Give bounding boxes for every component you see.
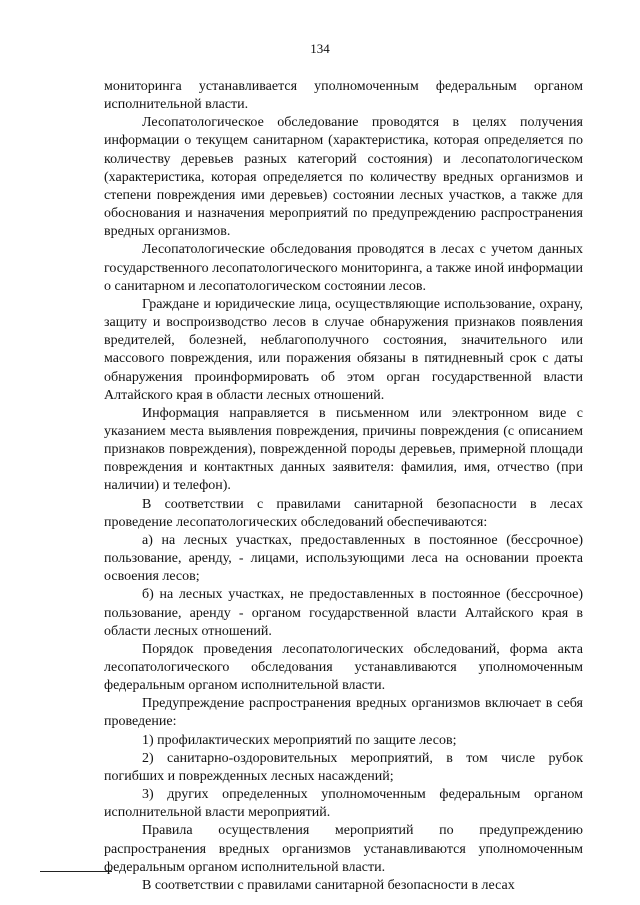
- paragraph: Лесопатологическое обследование проводятся в целях получения информации о текущем санитарном (характеристика, которая определяется по количеству деревьев разных категорий состояния) и лесопатологическом (характеристика, которая определяется по количеству вредных организмов и степени повреждения ими деревьев) состоянии лесных участков, а также для обоснования и назначения мероприятий по предупреждению распространения вредных организмов.: [104, 115, 583, 240]
- page-number: 134: [310, 41, 330, 56]
- paragraph: В соответствии с правилами санитарной безопасности в лесах: [142, 877, 515, 893]
- list-item: 1) профилактических мероприятий по защите лесов;: [142, 732, 457, 748]
- paragraph: Правила осуществления мероприятий по предупреждению распространения вредных организмов устанавливаются уполномоченным федеральным органом исполнительной власти.: [104, 823, 583, 875]
- paragraph: Граждане и юридические лица, осуществляющие использование, охрану, защиту и воспроизводство лесов в случае обнаружения признаков появления вредителей, болезней, неблагополучного состояния, значительного или массового повреждения, или поражения обязаны в пятидневный срок с даты обнаружения проинформировать об этом орган государственной власти Алтайского края в области лесных отношений.: [104, 296, 583, 403]
- paragraph-continuation: мониторинга устанавливается уполномоченным федеральным органом исполнительной власти.: [104, 79, 583, 113]
- paragraph: Информация направляется в письменном или электронном виде с указанием места выявления повреждения, причины повреждения (с описанием признаков повреждения), поврежденной породы деревьев, примерной площади повреждения и контактных данных заявителя: фамилия, имя, отчество (при наличии) и телефон).: [104, 405, 583, 494]
- list-item: а) на лесных участках, предоставленных в постоянное (бессрочное) пользование, аренду, - лицами, использующими леса на основании проекта освоения лесов;: [104, 532, 583, 585]
- footer-divider: [40, 871, 112, 872]
- paragraph: Лесопатологические обследования проводятся в лесах с учетом данных государственного лесопатологического мониторинга, а также иной информации о санитарном и лесопатологическом состоянии лесов.: [104, 242, 583, 294]
- list-item: 3) других определенных уполномоченным федеральным органом исполнительной власти мероприятий.: [104, 787, 583, 821]
- list-item: 2) санитарно-оздоровительных мероприятий, в том числе рубок погибших и поврежденных лесных насаждений;: [104, 750, 583, 784]
- paragraph: В соответствии с правилами санитарной безопасности в лесах проведение лесопатологических обследований обеспечиваются:: [104, 496, 583, 530]
- paragraph: Предупреждение распространения вредных организмов включает в себя проведение:: [104, 696, 583, 730]
- document-body: [104, 78, 583, 895]
- paragraph: Порядок проведения лесопатологических обследований, форма акта лесопатологического обследования устанавливаются уполномоченным федеральным органом исполнительной власти.: [104, 641, 583, 694]
- list-item: б) на лесных участках, не предоставленных в постоянное (бессрочное) пользование, аренду - органом государственной власти Алтайского края в области лесных отношений.: [104, 587, 583, 639]
